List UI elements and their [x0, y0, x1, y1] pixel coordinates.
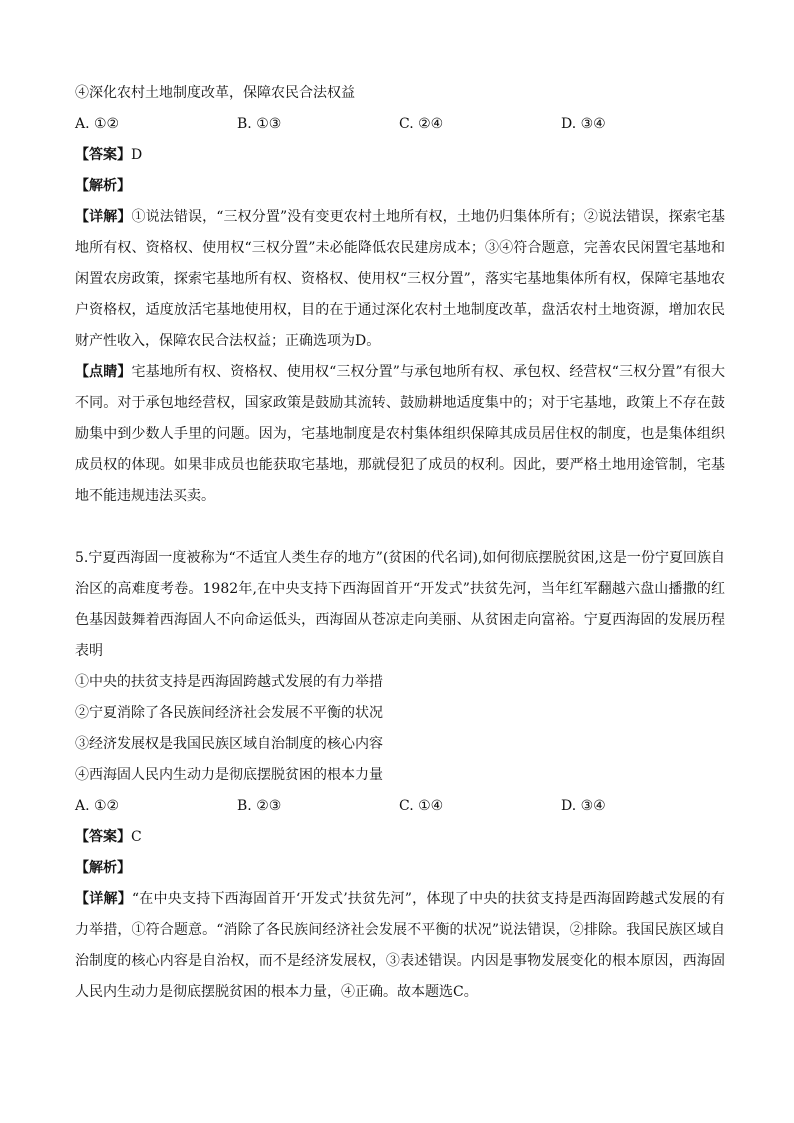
q5-detail-text: “在中央支持下西海固首开‘开发式’扶贫先河”，体现了中央的扶贫支持是西海固跨越式发展的有力举措，①符合题意。“消除了各民族间经济社会发展不平衡的状况”说法错误，②排除。我国民族区域自治制度的核心内容是自治权，而不是经济发展权，③表述错误。内因是事物发展变化的根本原因，西海固人民内生动力是彻底摆脱贫困的根本力量，④正确。故本题选C。	[75, 891, 725, 1000]
q5-detail	[75, 884, 725, 1008]
q5-options	[75, 791, 725, 822]
q4-options	[75, 109, 725, 140]
q4-point-tag: 【点睛】	[75, 364, 132, 380]
q5-option-d: D. ③④	[561, 798, 606, 814]
q5-option-b: B. ②③	[237, 798, 282, 814]
q5-item-3: ③经济发展权是我国民族区域自治制度的核心内容	[75, 736, 383, 752]
q5-answer-tag: 【答案】	[75, 829, 131, 845]
q4-answer-tag: 【答案】	[75, 147, 131, 163]
q5-stem: 5.宁夏西海固一度被称为“不适宜人类生存的地方”(贫困的代名词),如何彻底摆脱贫困,这是一份宁夏回族自治区的高难度考卷。1982年,在中央支持下西海固首开“开发式”扶贫先河，当年红军翻越六盘山播撒的红色基因鼓舞着西海固人不向命运低头，西海固从苍凉走向美丽、从贫困走向富裕。宁夏西海固的发展历程表明	[75, 550, 725, 659]
q4-option-d: D. ③④	[561, 116, 606, 132]
q4-point	[75, 357, 725, 512]
q5-answer	[75, 822, 725, 853]
q4-option-b: B. ①③	[237, 116, 282, 132]
q5-option-a: A. ①②	[75, 798, 120, 814]
q4-detail-tag: 【详解】	[75, 209, 132, 225]
q5-item-4: ④西海固人民内生动力是彻底摆脱贫困的根本力量	[75, 767, 383, 783]
q4-point-text: 宅基地所有权、资格权、使用权“三权分置”与承包地所有权、承包权、经营权“三权分置”有很大不同。对于承包地经营权，国家政策是鼓励其流转、鼓励耕地适度集中的；对于宅基地，政策上不存在鼓励集中到少数人手里的问题。因为，宅基地制度是农村集体组织保障其成员居住权的制度，也是集体组织成员权的体现。如果非成员也能获取宅基地，那就侵犯了成员的权利。因此，要严格土地用途管制，宅基地不能违规违法买卖。	[75, 364, 725, 504]
q5-detail-tag: 【详解】	[75, 891, 132, 907]
q5-item-2: ②宁夏消除了各民族间经济社会发展不平衡的状况	[75, 705, 383, 721]
q5-analysis-tag: 【解析】	[75, 860, 131, 876]
q4-option-c: C. ②④	[399, 116, 444, 132]
q4-detail	[75, 202, 725, 357]
q5-item-1: ①中央的扶贫支持是西海固跨越式发展的有力举措	[75, 674, 383, 690]
q5-option-c: C. ①④	[399, 798, 444, 814]
q4-answer-value: D	[131, 147, 143, 163]
q4-option-a: A. ①②	[75, 116, 120, 132]
document-page	[75, 78, 725, 1008]
q5-answer-value: C	[131, 829, 142, 845]
q4-analysis-tag: 【解析】	[75, 178, 131, 194]
section-gap	[75, 512, 725, 543]
q4-answer	[75, 140, 725, 171]
q4-item-4: ④深化农村土地制度改革，保障农民合法权益	[75, 85, 355, 101]
q4-detail-text: ①说法错误，“三权分置”没有变更农村土地所有权，土地仍归集体所有；②说法错误，探索宅基地所有权、资格权、使用权“三权分置”未必能降低农民建房成本；③④符合题意，完善农民闲置宅基地和闲置农房政策，探索宅基地所有权、资格权、使用权“三权分置”，落实宅基地集体所有权，保障宅基地农户资格权，适度放活宅基地使用权，目的在于通过深化农村土地制度改革，盘活农村土地资源，增加农民财产性收入，保障农民合法权益；正确选项为D。	[75, 209, 726, 349]
